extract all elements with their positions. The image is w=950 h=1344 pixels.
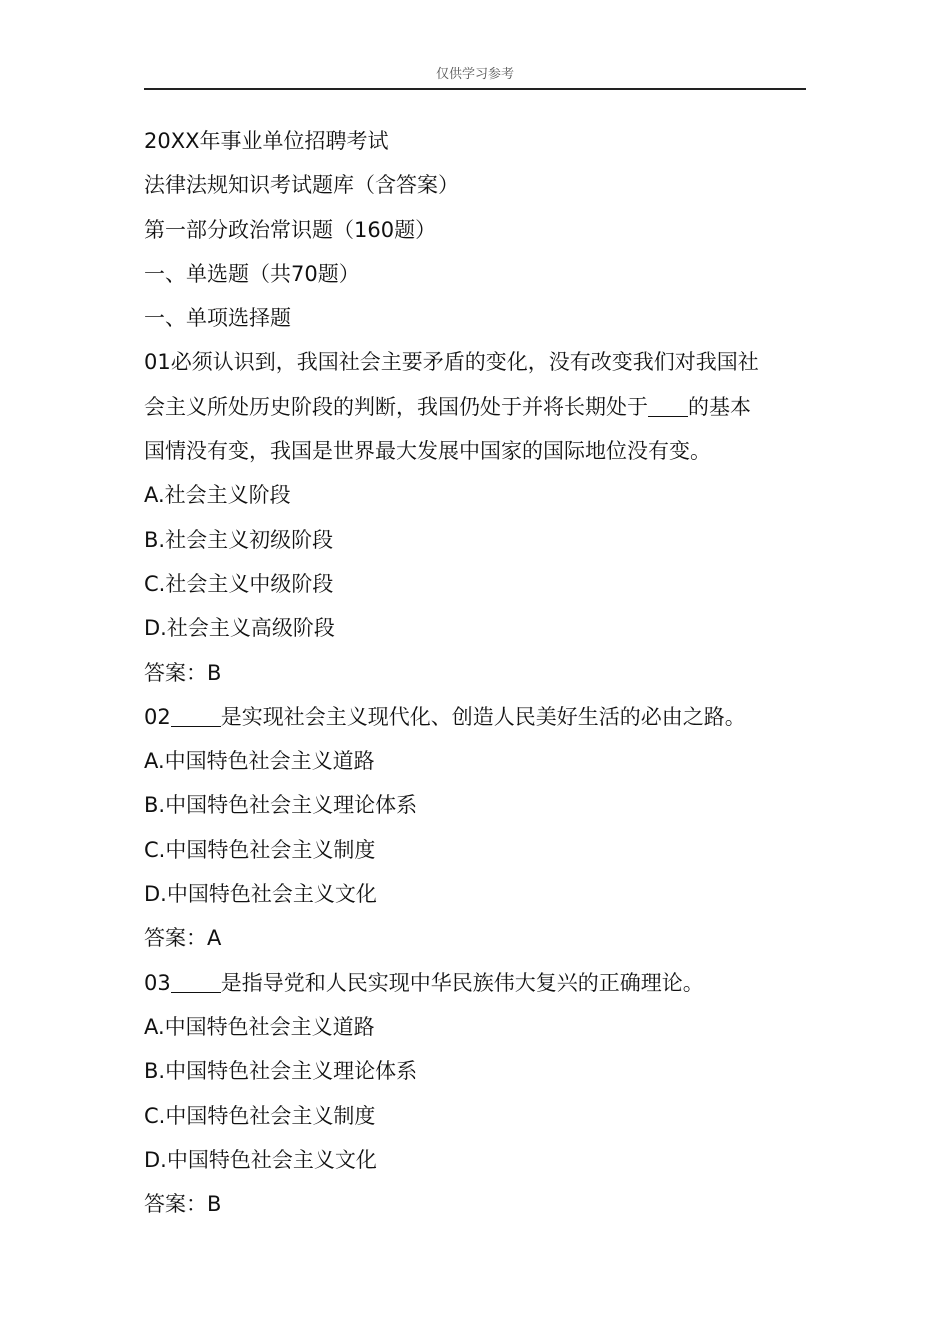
option-c: C.中国特色社会主义制度 (144, 837, 376, 862)
option-c: C.中国特色社会主义制度 (144, 1103, 376, 1128)
question-stem-line (144, 695, 812, 739)
option-a: A.中国特色社会主义道路 (144, 749, 375, 774)
answer: 答案：A (144, 926, 222, 951)
part-title: 第一部分政治常识题（160题） (144, 217, 437, 242)
page-header (144, 66, 806, 90)
question-stem-text: 的基本 (688, 394, 751, 419)
question-03 (144, 961, 812, 1227)
subsection-title: 一、单项选择题 (144, 306, 291, 331)
question-number: 03 (144, 970, 171, 995)
question-number: 02 (144, 704, 171, 729)
question-stem-text: 是指导党和人民实现中华民族伟大复兴的正确理论。 (220, 970, 704, 995)
question-02 (144, 695, 812, 961)
option-c: C.社会主义中级阶段 (144, 571, 334, 596)
option-a: A.社会主义阶段 (144, 483, 291, 508)
option-d: D.中国特色社会主义文化 (144, 1147, 377, 1172)
question-stem-line: 01必须认识到，我国社会主要矛盾的变化，没有改变我们对我国社 (144, 350, 759, 375)
option-b: B.中国特色社会主义理论体系 (144, 1059, 418, 1084)
document-title: 20XX年事业单位招聘考试 (144, 129, 389, 153)
question-stem-line (144, 961, 812, 1005)
fill-blank (171, 705, 221, 727)
answer: 答案：B (144, 1192, 222, 1217)
fill-blank (648, 395, 688, 417)
header-text: 仅供学习参考 (435, 67, 514, 82)
section-title: 一、单选题（共70题） (144, 261, 360, 286)
option-d: D.社会主义高级阶段 (144, 616, 335, 641)
question-stem-line: 国情没有变，我国是世界最大发展中国家的国际地位没有变。 (144, 439, 711, 464)
question-01 (144, 340, 812, 694)
question-stem-text: 会主义所处历史阶段的判断，我国仍处于并将长期处于 (144, 394, 648, 419)
answer: 答案：B (144, 660, 222, 685)
option-d: D.中国特色社会主义文化 (144, 882, 377, 907)
question-stem-text: 是实现社会主义现代化、创造人民美好生活的必由之路。 (220, 704, 746, 729)
document-subtitle: 法律法规知识考试题库（含答案） (144, 173, 459, 198)
fill-blank (171, 971, 221, 993)
document-body (144, 119, 812, 1226)
question-stem-line (144, 385, 812, 429)
option-b: B.社会主义初级阶段 (144, 527, 334, 552)
option-b: B.中国特色社会主义理论体系 (144, 793, 418, 818)
option-a: A.中国特色社会主义道路 (144, 1014, 375, 1039)
